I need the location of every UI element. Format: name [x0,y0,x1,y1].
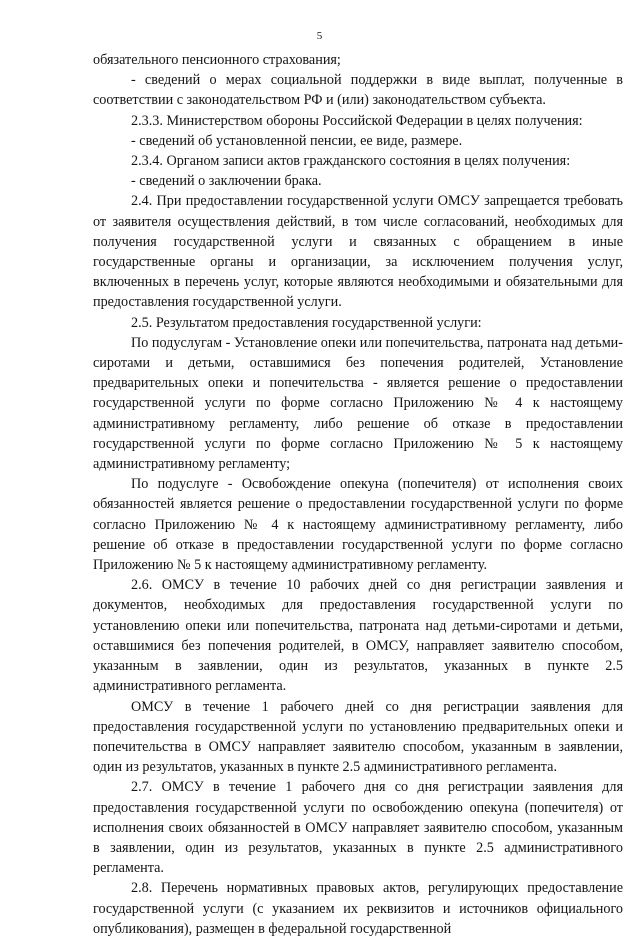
paragraph: По подуслуге - Освобождение опекуна (попечителя) от исполнения своих обязанностей является решение о предоставлении государственной услуги по форме согласно Приложению № 4 к настоящему административному регламенту, либо решение об отказе в предоставлении государственной услуги по форме согласно Приложению № 5 к настоящему административному регламенту. [93,476,623,574]
paragraph: - сведений об установленной пенсии, ее виде, размере. [131,132,463,149]
paragraph: 2.7. ОМСУ в течение 1 рабочего дня со дня регистрации заявления для предоставления государственной услуги по освобождению опекуна (попечителя) от исполнения своих обязанностей в ОМСУ направляет заявителю способом, указанным в заявлении, один из результатов, указанных в пункте 2.5 административного регламента. [93,779,623,877]
paragraph: - сведений о мерах социальной поддержки в виде выплат, полученные в соответствии с законодательством РФ и (или) законодательством субъекта. [93,72,623,109]
document-body [93,50,623,939]
paragraph: 2.5. Результатом предоставления государственной услуги: [131,314,482,331]
paragraph: 2.4. При предоставлении государственной услуги ОМСУ запрещается требовать от заявителя осуществления действий, в том числе согласований, необходимых для получения государственной услуги и связанных с обращением в иные государственные органы и организации, за исключением получения услуг, включенных в перечень услуг, которые являются необходимыми и обязательными для предоставления государственной услуги. [93,193,623,311]
paragraph: 2.6. ОМСУ в течение 10 рабочих дней со дня регистрации заявления и документов, необходимых для предоставления государственной услуги по установлению опеки или попечительства, патроната над детьми-сиротами и детьми, оставшимися без попечения родителей, в ОМСУ, направляет заявителю способом, указанным в заявлении, один из результатов, указанных в пункте 2.5 административного регламента. [93,577,623,695]
paragraph: 2.3.3. Министерством обороны Российской Федерации в целях получения: [131,112,583,129]
page-number: 5 [316,30,323,42]
paragraph: По подуслугам - Установление опеки или попечительства, патроната над детьми-сиротами и детьми, оставшимися без попечения родителей, Установление предварительных опеки и попечительства - является решение о предоставлении государственной услуги по форме согласно Приложению № 4 к настоящему административному регламенту, либо решение об отказе в предоставлении государственной услуги по форме согласно Приложению № 5 к настоящему административному регламенту; [93,334,623,473]
paragraph: 2.3.4. Органом записи актов гражданского состояния в целях получения: [131,153,571,170]
paragraph: обязательного пенсионного страхования; [93,52,341,68]
paragraph: ОМСУ в течение 1 рабочего дней со дня регистрации заявления для предоставления государственной услуги по установлению предварительных опеки и попечительства в ОМСУ направляет заявителю способом, указанным в заявлении, один из результатов, указанных в пункте 2.5 административного регламента. [93,698,623,776]
paragraph: 2.8. Перечень нормативных правовых актов, регулирующих предоставление государственной услуги (с указанием их реквизитов и источников официального опубликования), размещен в федеральной государственной [93,880,623,937]
paragraph: - сведений о заключении брака. [131,173,322,190]
